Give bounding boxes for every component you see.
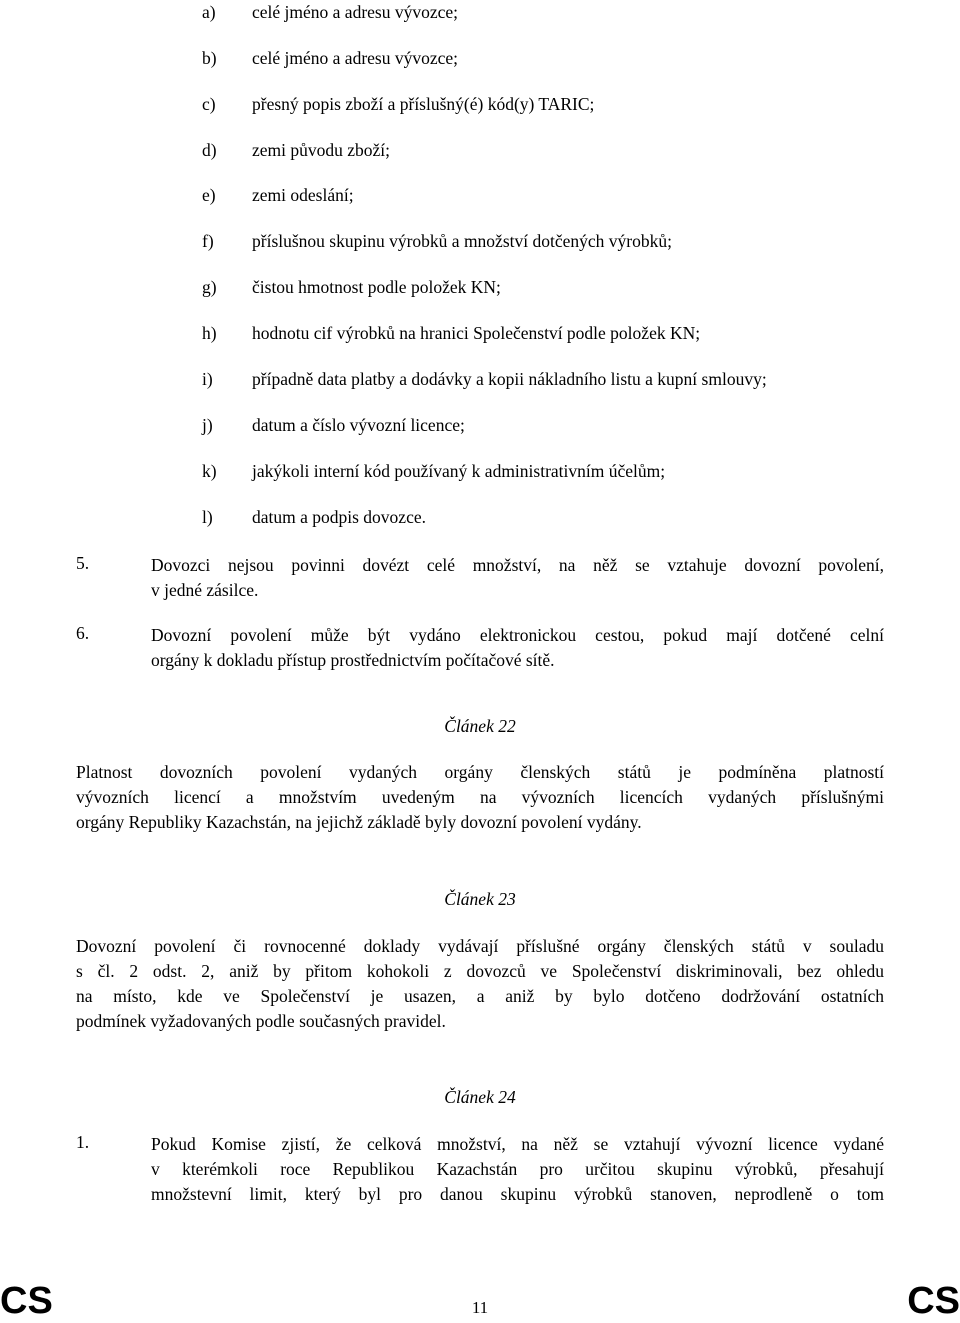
list-text: celé jméno a adresu vývozce; bbox=[252, 2, 459, 22]
list-letter: c) bbox=[202, 94, 216, 114]
list-letter: h) bbox=[202, 323, 217, 343]
body-line: s čl. 2 odst. 2, aniž by přitom kohokoli z dovozců ve Společenství diskriminovali, bez ohledu bbox=[76, 961, 884, 981]
list-letter: l) bbox=[202, 507, 213, 527]
article-22-body bbox=[76, 760, 884, 835]
list-letter: e) bbox=[202, 185, 216, 205]
list-letter: b) bbox=[202, 48, 217, 68]
list-text: zemi odeslání; bbox=[252, 185, 354, 205]
article-22-heading: Článek 22 bbox=[444, 716, 516, 736]
paragraph-line: orgány k dokladu přístup prostřednictvím počítačové sítě. bbox=[151, 650, 555, 670]
body-line: na místo, kde ve Společenství je usazen, a aniž by bylo dotčeno dodržování ostatních bbox=[76, 986, 884, 1006]
paragraph-number: 1. bbox=[76, 1132, 90, 1152]
footer-language-code-right: CS bbox=[907, 1280, 960, 1322]
article-23-heading: Článek 23 bbox=[444, 889, 516, 909]
body-line: orgány Republiky Kazachstán, na jejichž základě byly dovozní povolení vydány. bbox=[76, 812, 642, 832]
article-24-heading: Článek 24 bbox=[444, 1087, 516, 1107]
list-letter: k) bbox=[202, 461, 217, 481]
page-number: 11 bbox=[471, 1298, 489, 1317]
paragraph-line: v jedné zásilce. bbox=[151, 580, 259, 600]
list-text: datum a číslo vývozní licence; bbox=[252, 415, 465, 435]
paragraph-line: Dovozci nejsou povinni dovézt celé množství, na něž se vztahuje dovozní povolení, bbox=[151, 555, 884, 575]
paragraph-line: Dovozní povolení může být vydáno elektronickou cestou, pokud mají dotčené celní bbox=[151, 625, 884, 645]
list-text: datum a podpis dovozce. bbox=[252, 507, 426, 527]
body-line: podmínek vyžadovaných podle současných pravidel. bbox=[76, 1011, 446, 1031]
list-text: příslušnou skupinu výrobků a množství dotčených výrobků; bbox=[252, 231, 672, 251]
list-letter: d) bbox=[202, 140, 217, 160]
article-23-body bbox=[76, 934, 884, 1034]
list-text: přesný popis zboží a příslušný(é) kód(y) TARIC; bbox=[252, 94, 595, 114]
list-letter: j) bbox=[202, 415, 213, 435]
body-line: Platnost dovozních povolení vydaných orgány členských států je podmíněna platností bbox=[76, 762, 884, 782]
paragraph-line: v kterémkoli roce Republikou Kazachstán pro určitou skupinu výrobků, přesahují bbox=[151, 1159, 884, 1179]
paragraph-number: 6. bbox=[76, 623, 90, 643]
list-letter: g) bbox=[202, 277, 217, 297]
list-text: zemi původu zboží; bbox=[252, 140, 391, 160]
list-text: celé jméno a adresu vývozce; bbox=[252, 48, 459, 68]
body-line: Dovozní povolení či rovnocenné doklady vydávají příslušné orgány členských států v souladu bbox=[76, 936, 884, 956]
paragraph-number: 5. bbox=[76, 553, 90, 573]
body-line: vývozních licencí a množstvím uvedeným na vývozních licencích vydaných příslušnými bbox=[76, 787, 884, 807]
list-letter: a) bbox=[202, 2, 216, 22]
paragraph-line: Pokud Komise zjistí, že celková množství, na něž se vztahují vývozní licence vydané bbox=[151, 1134, 884, 1154]
paragraph-line: množstevní limit, který byl pro danou skupinu výrobků stanoven, neprodleně o tom bbox=[151, 1184, 884, 1204]
list-letter: f) bbox=[202, 231, 214, 251]
list-text: hodnotu cif výrobků na hranici Společenství podle položek KN; bbox=[252, 323, 701, 343]
list-text: případně data platby a dodávky a kopii nákladního listu a kupní smlouvy; bbox=[252, 369, 767, 389]
list-text: jakýkoli interní kód používaný k administrativním účelům; bbox=[252, 461, 666, 481]
footer-language-code-left: CS bbox=[0, 1280, 53, 1322]
list-letter: i) bbox=[202, 369, 213, 389]
list-text: čistou hmotnost podle položek KN; bbox=[252, 277, 501, 297]
